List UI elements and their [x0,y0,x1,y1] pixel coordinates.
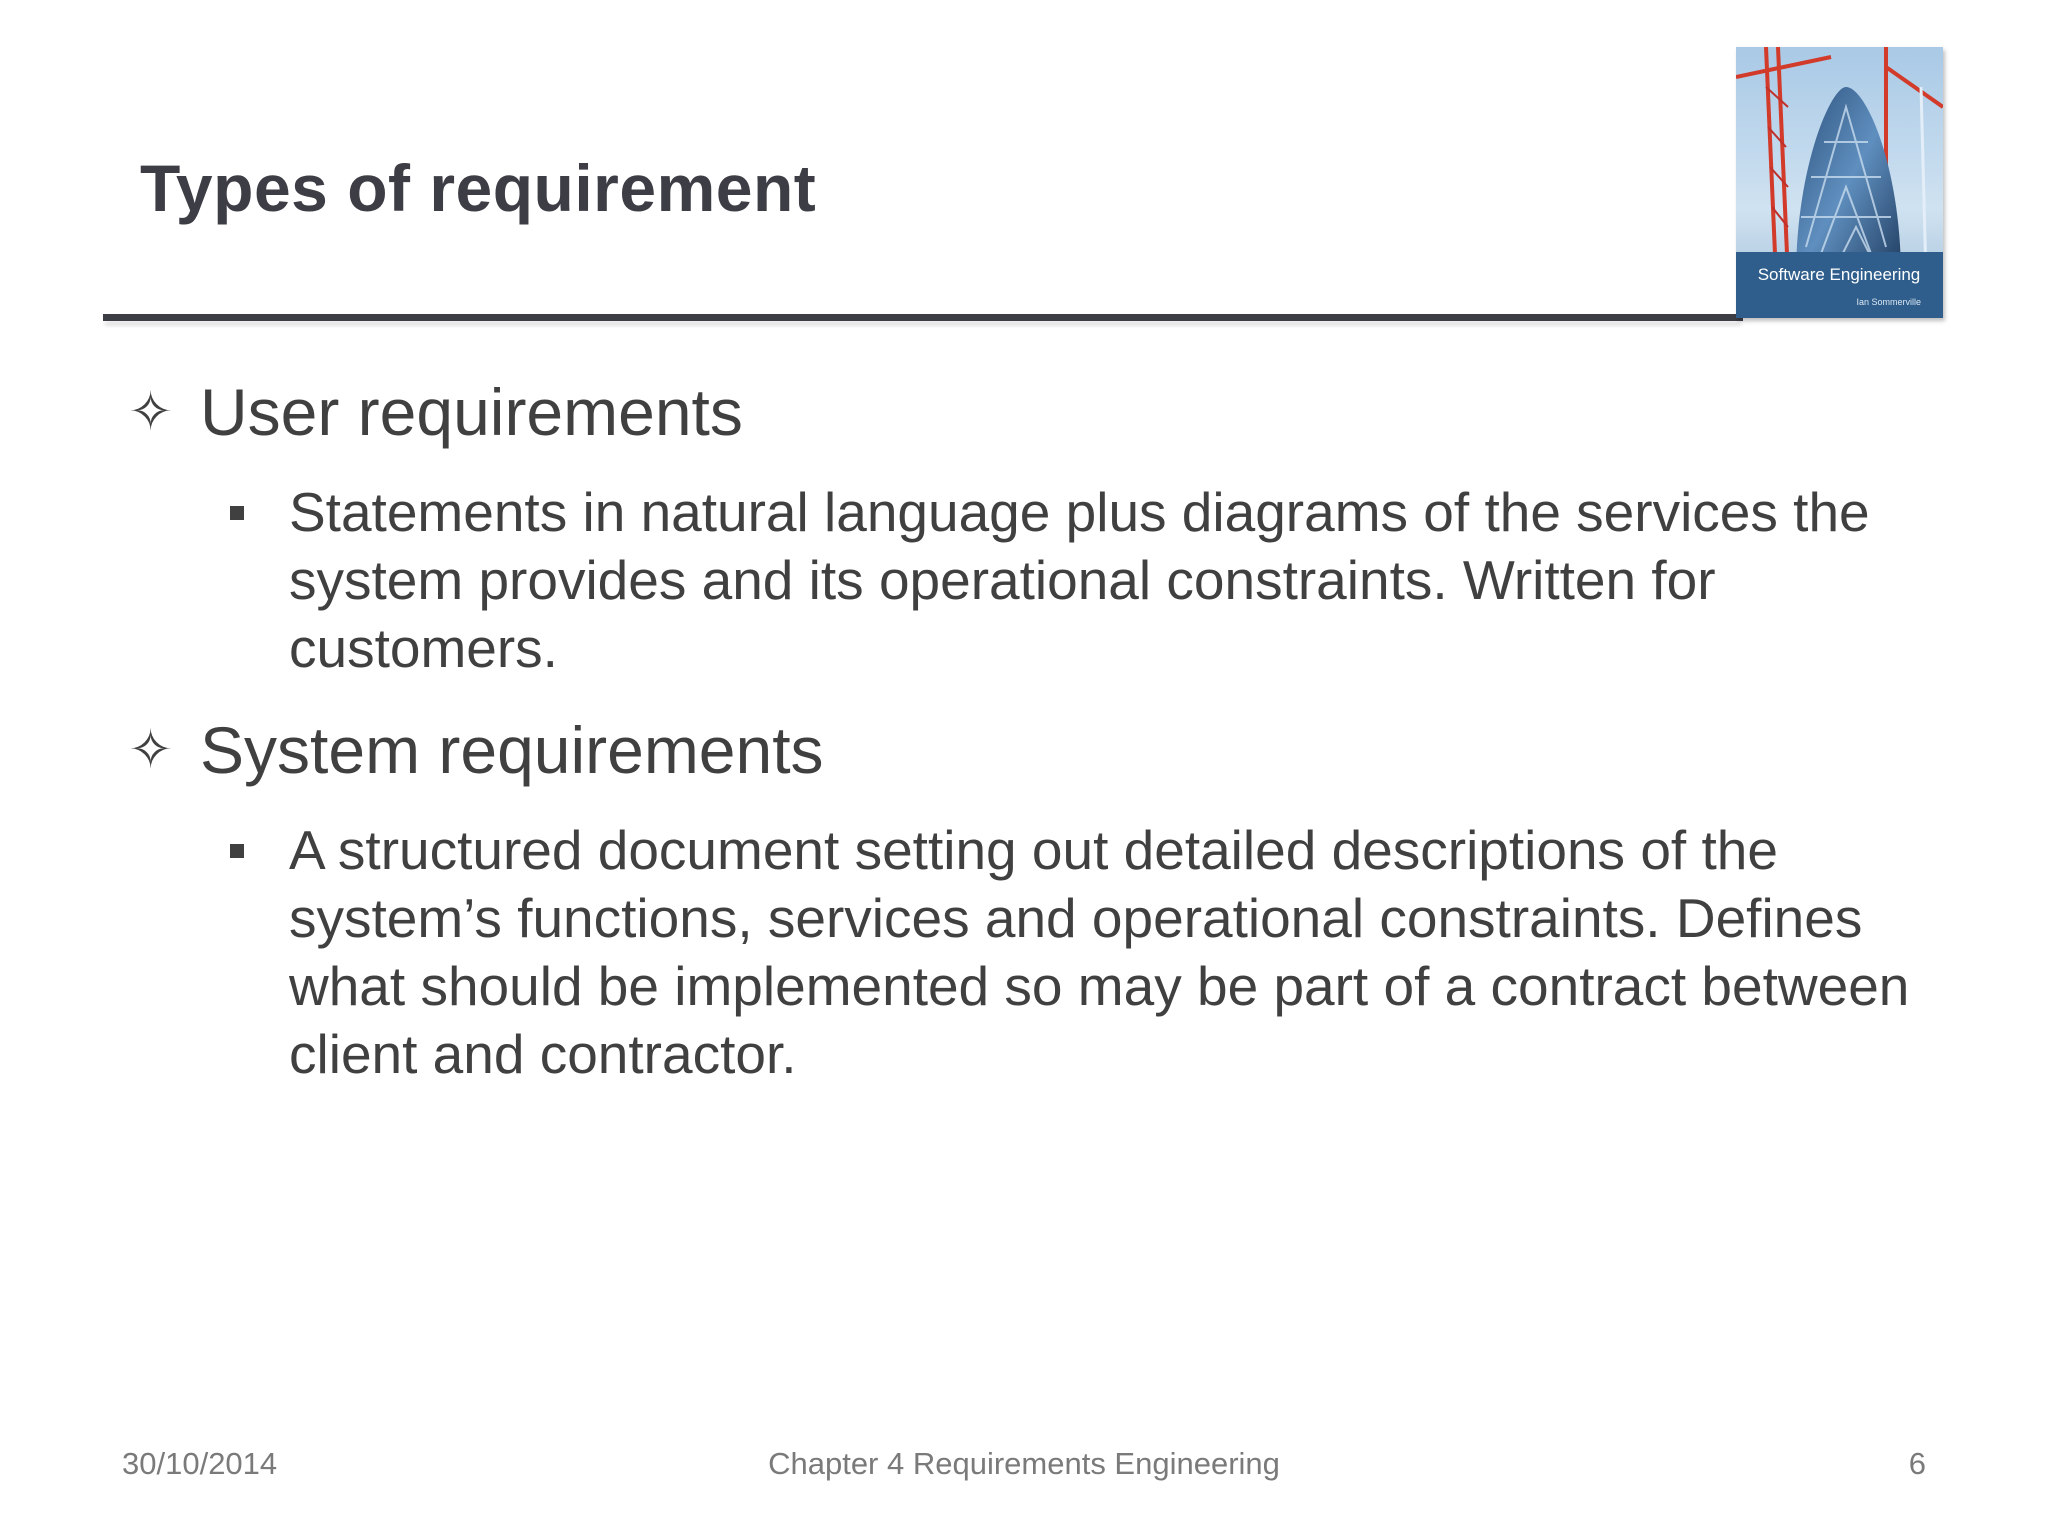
title-divider [103,314,1743,321]
bullet-heading: System requirements [200,713,824,787]
bullet-heading: User requirements [200,375,743,449]
square-bullet-icon [230,844,244,858]
footer-chapter: Chapter 4 Requirements Engineering [768,1446,1280,1481]
bullet-system-requirements [128,710,824,790]
footer-page-number: 6 [1908,1446,1926,1481]
cover-title-text: Software Engineering [1757,265,1921,284]
star-bullet-icon: ✧ [128,720,174,780]
sub-bullet-system-requirements [228,816,1948,1096]
sub-bullet-user-requirements [228,478,1948,688]
book-cover-image [1736,47,1943,318]
bullet-user-requirements [128,372,743,452]
sub-bullet-text: A structured document setting out detailed descriptions of the system’s functions, services and operational constraints. Defines what should be implemented so may be part of a contract between client and contractor. [289,819,1910,1085]
cover-author-text: Ian Sommerville [1856,297,1921,307]
star-bullet-icon: ✧ [128,382,174,442]
sub-bullet-text: Statements in natural language plus diagrams of the services the system provides and its operational constraints. Written for customers. [289,481,1870,679]
slide-title: Types of requirement [140,151,817,225]
footer-date: 30/10/2014 [122,1446,278,1481]
square-bullet-icon [230,506,244,520]
